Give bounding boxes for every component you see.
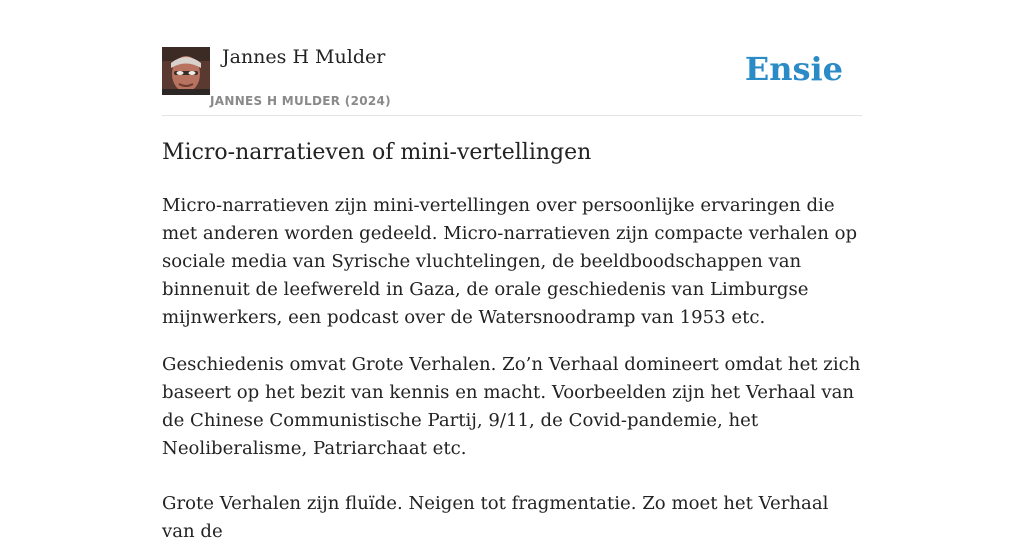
article-paragraph: Micro-narratieven zijn mini-vertellingen over persoonlijke ervaringen die met anderen worden gedeeld. Micro-narratieven zijn compacte verhalen op sociale media van Syrische vluchtelingen, de beeldboodschappen van binnenuit de leefwereld in Gaza, de orale geschiedenis van Limburgse mijnwerkers, een podcast over de Watersnoodramp van 1953 etc. [162,195,858,328]
article-body [162,192,862,546]
avatar-photo [162,47,210,95]
article-header [162,0,862,116]
article-paragraph: Grote Verhalen zijn fluïde. Neigen tot fragmentatie. Zo moet het Verhaal van de [162,493,829,542]
ensie-logo[interactable]: Ensie [744,50,843,88]
author-name[interactable]: Jannes H Mulder [222,46,386,68]
article-title: Micro-narratieven of mini-vertellingen [162,140,592,165]
author-avatar[interactable] [162,47,210,95]
author-byline: JANNES H MULDER (2024) [210,94,391,108]
article-paragraph: Geschiedenis omvat Grote Verhalen. Zo’n Verhaal domineert omdat het zich baseert op het bezit van kennis en macht. Voorbeelden zijn het Verhaal van de Chinese Communistische Partij, 9/11, de Covid-pandemie, het Neoliberalisme, Patriarchaat etc. [162,354,861,459]
